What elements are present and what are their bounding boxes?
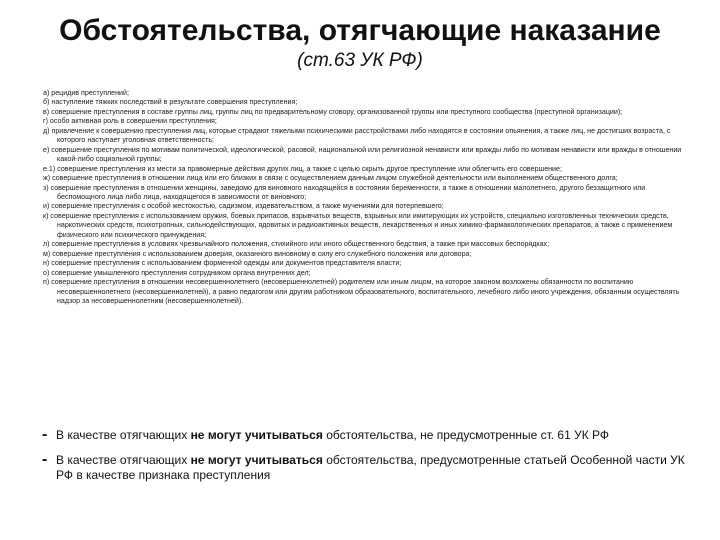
list-item: м) совершение преступления с использованием доверия, оказанного виновному в силу его служебного положения или договора; [43, 249, 472, 258]
page-title: Обстоятельства, отягчающие наказание [59, 14, 661, 47]
list-item: з) совершение преступления в отношении женщины, заведомо для виновного находящейся в состоянии беременности, а также в отношении малолетнего, другого беззащитного или беспомощного лица либо лица, находящегося в зависимости от виновного; [43, 183, 646, 201]
bullet-dash: - [42, 450, 48, 468]
note-not-in-article-61 [42, 428, 692, 444]
list-item: ж) совершение преступления в отношении лица или его близких в связи с осуществлением данным лицом служебной деятельности или выполнением общественного долга; [43, 174, 618, 183]
list-item: д) привлечение к совершению преступления лиц, которые страдают тяжелыми психическими расстройствами либо находятся в состоянии опьянения, а также лиц, не достигших возраста, с которого наступает уголовная ответственность; [43, 126, 671, 145]
circumstances-list [43, 89, 693, 306]
note-text: обстоятельства, не предусмотренные ст. 61 УК РФ [322, 428, 610, 442]
list-item: н) совершение преступления с использованием форменной одежды или документов представителя власти; [43, 259, 402, 268]
list-item: к) совершение преступления с использованием оружия, боевых припасов, взрывчатых веществ, взрывных или имитирующих их устройств, специально изготовленных технических средств, наркотических средств, психотропных, сильнодействующих, ядовитых и радиоактивных веществ, лекарственных и иных химико-фармакологических препаратов, а также с применением физического или психического принуждения; [43, 211, 673, 239]
note-crime-element [42, 450, 692, 484]
list-item: и) совершение преступления с особой жестокостью, садизмом, издевательством, а также мучениями для потерпевшего; [43, 202, 444, 211]
list-item: г) особо активная роль в совершении преступления; [43, 117, 217, 126]
note-text: обстоятельства, предусмотренные статьей Особенной части УК РФ в качестве признака преступления [56, 452, 685, 482]
note-emphasis: не могут учитываться [190, 452, 323, 467]
list-item: а) рецидив преступлений; [43, 89, 129, 97]
list-item: е) совершение преступления по мотивам политической, идеологической, расовой, национальной или религиозной ненависти или вражды либо по мотивам ненависти или вражды в отношении какой-либо социальной группы; [43, 145, 682, 164]
list-item: б) наступление тяжких последствий в результате совершения преступления; [43, 98, 298, 107]
list-item: е.1) совершение преступления из мести за правомерные действия других лиц, а также с целью скрыть другое преступление или облегчить его совершение; [43, 164, 562, 173]
list-item: о) совершение умышленного преступления сотрудником органа внутренних дел; [43, 268, 311, 277]
note-emphasis: не могут учитываться [190, 428, 323, 442]
bullet-dash: - [42, 426, 48, 443]
list-item: в) совершение преступления в составе группы лиц, группы лиц по предварительному сговору, организованной группы или преступного сообщества (преступной организации); [43, 107, 623, 116]
list-item: л) совершение преступления в условиях чрезвычайного положения, стихийного или иного общественного бедствия, а также при массовых беспорядках; [43, 240, 550, 249]
notes [42, 428, 692, 493]
note-text: В качестве отягчающих [56, 428, 191, 442]
page-subtitle: (ст.63 УК РФ) [297, 50, 423, 71]
note-text: В качестве отягчающих [56, 452, 191, 467]
list-item: п) совершение преступления в отношении несовершеннолетнего (несовершеннолетней) родителем или иным лицом, на которое законом возложены обязанности по воспитанию несовершеннолетнего (несовершеннолетней), а равно педагогом или другим работником образовательного, воспитательного, лечебного либо иного учреждения, обязанным осуществлять надзор за несовершеннолетним (несовершеннолетней). [43, 278, 680, 305]
